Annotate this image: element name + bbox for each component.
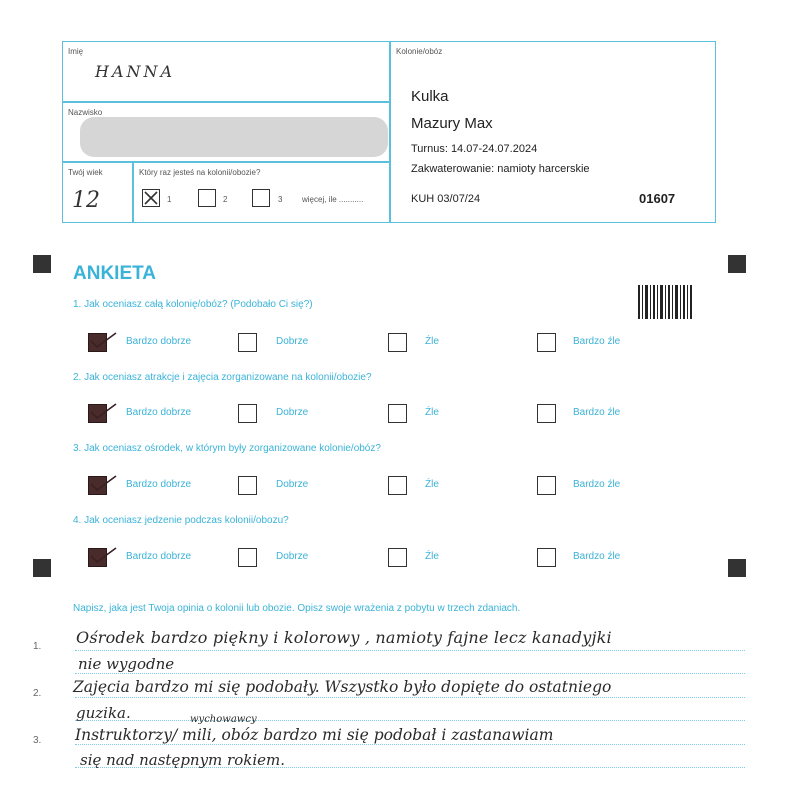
wiek-label: Twój wiek: [68, 168, 103, 177]
visit-option-2: 2: [223, 195, 228, 204]
q2-option-label-bardzo-zle: Bardzo źle: [573, 407, 621, 418]
line-number-3: 3.: [33, 735, 42, 746]
imie-value[interactable]: HANNA: [95, 62, 176, 81]
imie-label: Imię: [68, 47, 84, 56]
answer-line-1a: [75, 650, 745, 651]
q1-option-label-dobrze: Dobrze: [276, 336, 309, 347]
opinion-text-2a[interactable]: Zajęcia bardzo mi się podobały. Wszystko było dopięte do ostatniego: [73, 678, 612, 696]
q3-checkbox-bardzo-dobrze[interactable]: [88, 476, 107, 495]
kolonie-name-2: Mazury Max: [411, 115, 493, 132]
q3-option-label-bardzo-zle: Bardzo źle: [573, 479, 621, 490]
q4-checkbox-bardzo-zle[interactable]: [537, 548, 556, 567]
question-2: 2. Jak oceniasz atrakcje i zajęcia zorganizowane na kolonii/obozie?: [73, 372, 372, 383]
q4-option-label-dobrze: Dobrze: [276, 551, 309, 562]
nazwisko-label: Nazwisko: [68, 108, 103, 117]
q1-option-label-bardzo-dobrze: Bardzo dobrze: [126, 336, 192, 347]
line-number-1: 1.: [33, 641, 42, 652]
q3-checkbox-dobrze[interactable]: [238, 476, 257, 495]
opinion-text-1a[interactable]: Ośrodek bardzo piękny i kolorowy , namioty fajne lecz kanadyjki: [76, 628, 612, 647]
question-1: 1. Jak oceniasz całą kolonię/obóz? (Podobało Ci się?): [73, 299, 313, 310]
opinion-text-3a[interactable]: Instruktorzy/ mili, obóz bardzo mi się podobał i zastanawiam: [75, 726, 554, 744]
registration-marker-top-right: [728, 255, 746, 273]
q2-option-label-zle: Źle: [425, 407, 439, 418]
turnus: Turnus: 14.07-24.07.2024: [411, 143, 538, 155]
answer-line-1b: [75, 673, 745, 674]
line-number-2: 2.: [33, 688, 42, 699]
kolonie-code: KUH 03/07/24: [411, 193, 481, 205]
q3-checkbox-zle[interactable]: [388, 476, 407, 495]
survey-title: ANKIETA: [73, 263, 157, 284]
visit-checkbox-2[interactable]: [198, 189, 216, 207]
visit-checkbox-3[interactable]: [252, 189, 270, 207]
q1-option-label-zle: Źle: [425, 336, 439, 347]
wiecej-label: więcej, ile ...........: [302, 195, 364, 204]
registration-marker-bottom-right: [728, 559, 746, 577]
nazwisko-redacted: [80, 117, 388, 157]
check-stroke-icon: [89, 544, 119, 566]
answer-line-2a: [75, 697, 745, 698]
q3-checkbox-bardzo-zle[interactable]: [537, 476, 556, 495]
wiek-value[interactable]: 12: [72, 188, 100, 213]
kolonie-label: Kolonie/obóz: [396, 47, 443, 56]
visit-checkbox-1[interactable]: [142, 189, 160, 207]
kolonie-name-1: Kulka: [411, 88, 449, 105]
q4-option-label-bardzo-zle: Bardzo źle: [573, 551, 621, 562]
q2-checkbox-dobrze[interactable]: [238, 404, 257, 423]
q3-option-label-dobrze: Dobrze: [276, 479, 309, 490]
question-3: 3. Jak oceniasz ośrodek, w którym były zorganizowane kolonie/obóz?: [73, 443, 381, 454]
opinion-prompt: Napisz, jaka jest Twoja opinia o kolonii lub obozie. Opisz swoje wrażenia z pobytu w trzech zdaniach.: [73, 603, 521, 614]
registration-marker-top-left: [33, 255, 51, 273]
header-divider-2: [62, 161, 390, 163]
q1-checkbox-bardzo-zle[interactable]: [537, 333, 556, 352]
check-stroke-icon: [89, 329, 119, 351]
opinion-text-3b[interactable]: się nad następnym rokiem.: [80, 751, 286, 769]
q2-checkbox-bardzo-zle[interactable]: [537, 404, 556, 423]
q4-checkbox-bardzo-dobrze[interactable]: [88, 548, 107, 567]
check-stroke-icon: [89, 472, 119, 494]
barcode-icon: [638, 285, 692, 319]
answer-line-2b: [75, 720, 745, 721]
q4-checkbox-zle[interactable]: [388, 548, 407, 567]
form-number: 01607: [639, 191, 676, 206]
header-divider-1: [62, 101, 390, 103]
q4-option-label-bardzo-dobrze: Bardzo dobrze: [126, 551, 192, 562]
opinion-text-2b[interactable]: guzika.: [76, 704, 131, 722]
question-4: 4. Jak oceniasz jedzenie podczas kolonii/obozu?: [73, 515, 289, 526]
q2-checkbox-zle[interactable]: [388, 404, 407, 423]
header-divider-age: [132, 161, 134, 222]
opinion-text-3-insert[interactable]: wychowawcy: [190, 714, 257, 725]
zakwaterowanie: Zakwaterowanie: namioty harcerskie: [411, 163, 590, 175]
q1-checkbox-bardzo-dobrze[interactable]: [88, 333, 107, 352]
q1-checkbox-dobrze[interactable]: [238, 333, 257, 352]
q1-option-label-bardzo-zle: Bardzo źle: [573, 336, 621, 347]
q1-checkbox-zle[interactable]: [388, 333, 407, 352]
q3-option-label-zle: Źle: [425, 479, 439, 490]
q4-checkbox-dobrze[interactable]: [238, 548, 257, 567]
answer-line-3a: [75, 744, 745, 745]
q2-option-label-bardzo-dobrze: Bardzo dobrze: [126, 407, 192, 418]
registration-marker-bottom-left: [33, 559, 51, 577]
header-divider-vertical: [389, 41, 391, 222]
check-stroke-icon: [89, 400, 119, 422]
ktory-raz-label: Który raz jesteś na kolonii/obozie?: [139, 168, 261, 177]
q2-option-label-dobrze: Dobrze: [276, 407, 309, 418]
q2-checkbox-bardzo-dobrze[interactable]: [88, 404, 107, 423]
visit-option-3: 3: [278, 195, 283, 204]
q3-option-label-bardzo-dobrze: Bardzo dobrze: [126, 479, 192, 490]
visit-option-1: 1: [167, 195, 172, 204]
q4-option-label-zle: Źle: [425, 551, 439, 562]
opinion-text-1b[interactable]: nie wygodne: [78, 655, 175, 673]
check-mark-icon: [143, 190, 159, 206]
